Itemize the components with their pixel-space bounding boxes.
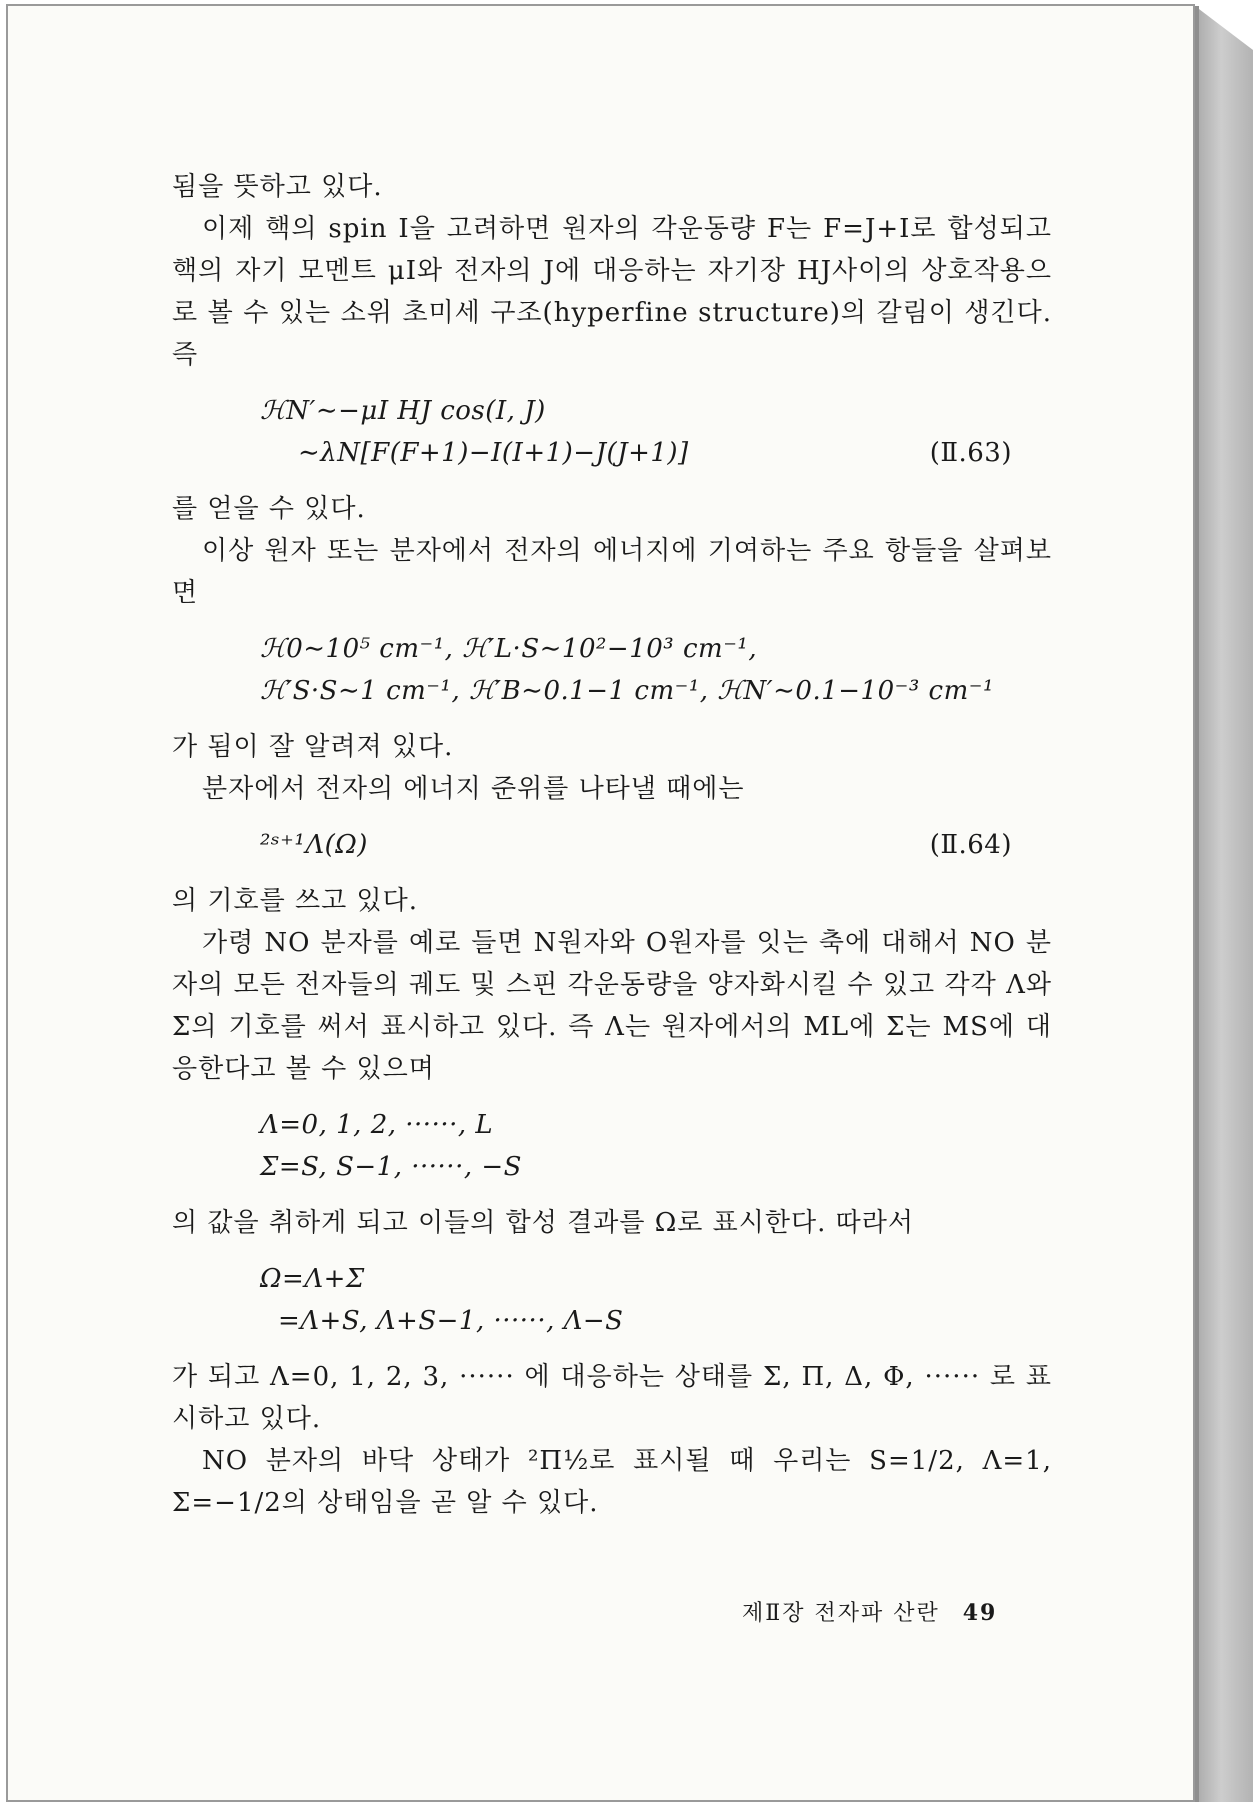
- lambda-values: Λ=0, 1, 2, ······, L: [260, 1110, 494, 1140]
- equation-63-line-2: [172, 432, 1052, 474]
- paragraph-10: 가 되고 Λ=0, 1, 2, 3, ······ 에 대응하는 상태를 Σ, Π, Δ, Φ, ······ 로 표시하고 있다.: [172, 1362, 1052, 1434]
- lambda-sigma-values: [172, 1104, 1052, 1188]
- paragraph-3: 를 얻을 수 있다.: [172, 494, 366, 524]
- paragraph-8: 가령 NO 분자를 예로 들면 N원자와 O원자를 잇는 축에 대해서 NO 분자의 모든 전자들의 궤도 및 스핀 각운동량을 양자화시킬 수 있고 각각 Λ와 Σ의 기호를 써서 표시하고 있다. 즉 Λ는 원자에서의 ML에 Σ는 MS에 대응한다고 볼 수 있으며: [172, 928, 1052, 1084]
- book-spine-line: [1195, 6, 1199, 1802]
- energy-terms: [172, 628, 1052, 712]
- book-side-edge: [1195, 6, 1253, 1802]
- paragraph-4: 이상 원자 또는 분자에서 전자의 에너지에 기여하는 주요 항들을 살펴보면: [172, 536, 1052, 608]
- page-footer: [742, 1596, 997, 1627]
- omega-line-2: =Λ+S, Λ+S−1, ······, Λ−S: [278, 1306, 624, 1336]
- omega-line-1: Ω=Λ+Σ: [260, 1264, 365, 1294]
- equation-64-line: [172, 824, 1052, 866]
- paragraph-9: 의 값을 취하게 되고 이들의 합성 결과를 Ω로 표시한다. 따라서: [172, 1208, 914, 1238]
- equation-63-line-1: ℋN′∼−μI HJ cos(I, J): [260, 396, 546, 426]
- page-number: 49: [962, 1600, 998, 1626]
- chapter-title: 제Ⅱ장 전자파 산란: [742, 1601, 940, 1626]
- page-content: [172, 166, 1052, 1524]
- energy-terms-line-1: ℋ0∼10⁵ cm⁻¹, ℋ′L·S∼10²−10³ cm⁻¹,: [260, 634, 758, 664]
- equation-number-63: (Ⅱ.63): [929, 438, 1012, 468]
- paragraph-5: 가 됨이 잘 알려져 있다.: [172, 732, 454, 762]
- paragraph-11: NO 분자의 바닥 상태가 ²Π½로 표시될 때 우리는 S=1/2, Λ=1, Σ=−1/2의 상태임을 곧 알 수 있다.: [172, 1446, 1052, 1518]
- paragraph-1: 됨을 뜻하고 있다.: [172, 172, 383, 202]
- equation-63-line-2-text: ∼λN[F(F+1)−I(I+1)−J(J+1)]: [298, 438, 689, 468]
- paragraph-6: 분자에서 전자의 에너지 준위를 나타낼 때에는: [202, 774, 745, 804]
- energy-terms-line-2: ℋ′S·S∼1 cm⁻¹, ℋ′B∼0.1−1 cm⁻¹, ℋN′∼0.1−10⁻³ cm⁻¹: [260, 676, 994, 706]
- equation-number-64: (Ⅱ.64): [929, 830, 1012, 860]
- term-symbol: ²ˢ⁺¹Λ(Ω): [260, 830, 368, 860]
- omega-equation: [172, 1258, 1052, 1342]
- equation-II-64: [172, 824, 1052, 866]
- paragraph-7: 의 기호를 쓰고 있다.: [172, 886, 418, 916]
- paragraph-2: 이제 핵의 spin I을 고려하면 원자의 각운동량 F는 F=J+I로 합성되고 핵의 자기 모멘트 μI와 전자의 J에 대응하는 자기장 HJ사이의 상호작용으로 볼 수 있는 소위 초미세 구조(hyperfine structure)의 갈림이 생긴다. 즉: [172, 214, 1052, 370]
- sigma-values: Σ=S, S−1, ······, −S: [260, 1152, 522, 1182]
- equation-II-63: [172, 390, 1052, 474]
- book-page: [6, 4, 1195, 1802]
